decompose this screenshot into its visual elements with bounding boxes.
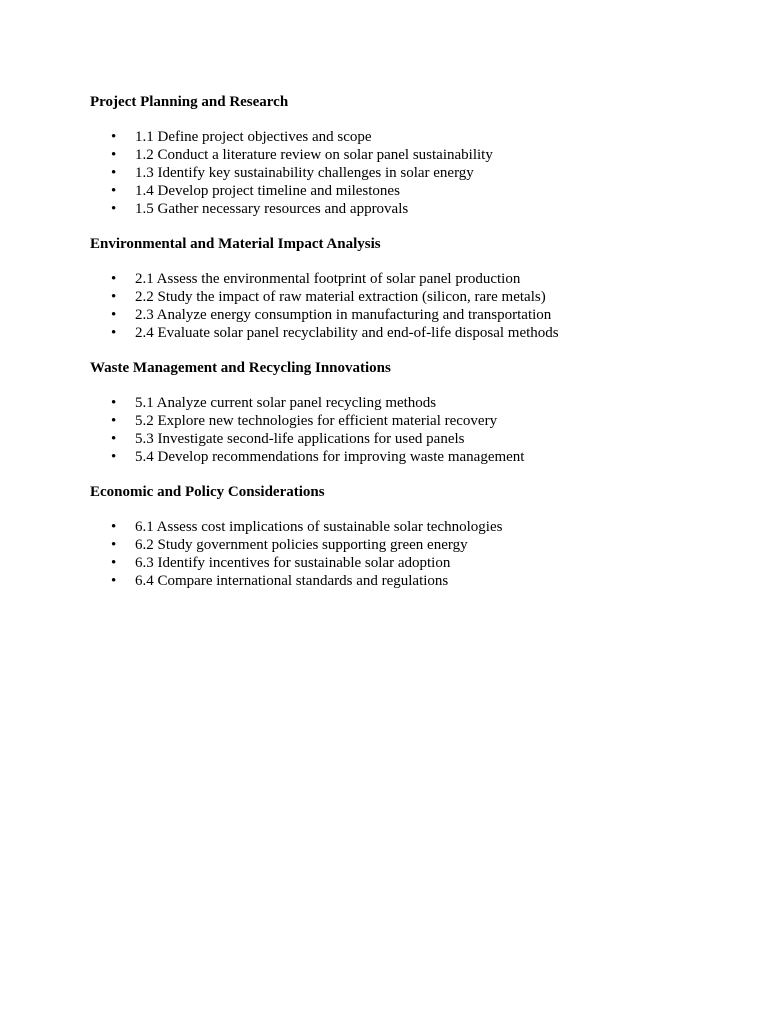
list-item bbox=[90, 448, 710, 466]
list-item bbox=[90, 430, 710, 448]
list-item-text: 1.2 Conduct a literature review on solar panel sustainability bbox=[135, 147, 493, 163]
section-heading: Economic and Policy Considerations bbox=[90, 484, 325, 500]
bullet-icon: • bbox=[111, 289, 117, 305]
bullet-icon: • bbox=[111, 413, 117, 429]
list-item-text: 1.4 Develop project timeline and milestones bbox=[135, 183, 400, 199]
list-item bbox=[90, 182, 710, 200]
list-item bbox=[90, 200, 710, 218]
list-item bbox=[90, 554, 710, 572]
list-item bbox=[90, 288, 710, 306]
bullet-icon: • bbox=[111, 449, 117, 465]
list-item-text: 6.1 Assess cost implications of sustainable solar technologies bbox=[135, 519, 503, 535]
bullet-icon: • bbox=[111, 537, 117, 553]
section-project-planning bbox=[90, 93, 710, 218]
bullet-icon: • bbox=[111, 307, 117, 323]
list-item bbox=[90, 128, 710, 146]
bullet-list bbox=[90, 518, 710, 590]
section-heading: Environmental and Material Impact Analysis bbox=[90, 236, 381, 252]
section-waste-management bbox=[90, 359, 710, 466]
list-item-text: 1.5 Gather necessary resources and approvals bbox=[135, 201, 409, 217]
section-economic-policy bbox=[90, 483, 710, 590]
list-item bbox=[90, 412, 710, 430]
list-item-text: 5.3 Investigate second-life applications for used panels bbox=[135, 431, 465, 447]
bullet-icon: • bbox=[111, 573, 117, 589]
list-item bbox=[90, 518, 710, 536]
list-item bbox=[90, 164, 710, 182]
bullet-icon: • bbox=[111, 183, 117, 199]
list-item bbox=[90, 306, 710, 324]
list-item-text: 2.3 Analyze energy consumption in manufacturing and transportation bbox=[135, 307, 552, 323]
list-item bbox=[90, 536, 710, 554]
list-item bbox=[90, 394, 710, 412]
bullet-icon: • bbox=[111, 201, 117, 217]
bullet-list bbox=[90, 128, 710, 218]
list-item-text: 2.4 Evaluate solar panel recyclability and end-of-life disposal methods bbox=[135, 325, 559, 341]
bullet-list bbox=[90, 394, 710, 466]
list-item-text: 1.1 Define project objectives and scope bbox=[135, 129, 372, 145]
bullet-icon: • bbox=[111, 271, 117, 287]
list-item bbox=[90, 270, 710, 288]
bullet-icon: • bbox=[111, 325, 117, 341]
bullet-icon: • bbox=[111, 519, 117, 535]
list-item bbox=[90, 146, 710, 164]
list-item-text: 5.4 Develop recommendations for improving waste management bbox=[135, 449, 525, 465]
bullet-icon: • bbox=[111, 395, 117, 411]
list-item-text: 2.2 Study the impact of raw material extraction (silicon, rare metals) bbox=[135, 289, 546, 305]
list-item-text: 6.2 Study government policies supporting green energy bbox=[135, 537, 468, 553]
list-item-text: 5.2 Explore new technologies for efficient material recovery bbox=[135, 413, 498, 429]
bullet-icon: • bbox=[111, 147, 117, 163]
section-heading: Waste Management and Recycling Innovations bbox=[90, 360, 391, 376]
list-item-text: 6.3 Identify incentives for sustainable solar adoption bbox=[135, 555, 451, 571]
list-item-text: 1.3 Identify key sustainability challenges in solar energy bbox=[135, 165, 474, 181]
bullet-icon: • bbox=[111, 431, 117, 447]
bullet-icon: • bbox=[111, 129, 117, 145]
list-item-text: 6.4 Compare international standards and regulations bbox=[135, 573, 449, 589]
list-item bbox=[90, 572, 710, 590]
section-heading: Project Planning and Research bbox=[90, 94, 289, 110]
list-item-text: 5.1 Analyze current solar panel recycling methods bbox=[135, 395, 437, 411]
list-item-text: 2.1 Assess the environmental footprint of solar panel production bbox=[135, 271, 521, 287]
list-item bbox=[90, 324, 710, 342]
section-environmental-impact bbox=[90, 235, 710, 342]
bullet-icon: • bbox=[111, 165, 117, 181]
bullet-icon: • bbox=[111, 555, 117, 571]
bullet-list bbox=[90, 270, 710, 342]
document-content bbox=[90, 93, 710, 590]
